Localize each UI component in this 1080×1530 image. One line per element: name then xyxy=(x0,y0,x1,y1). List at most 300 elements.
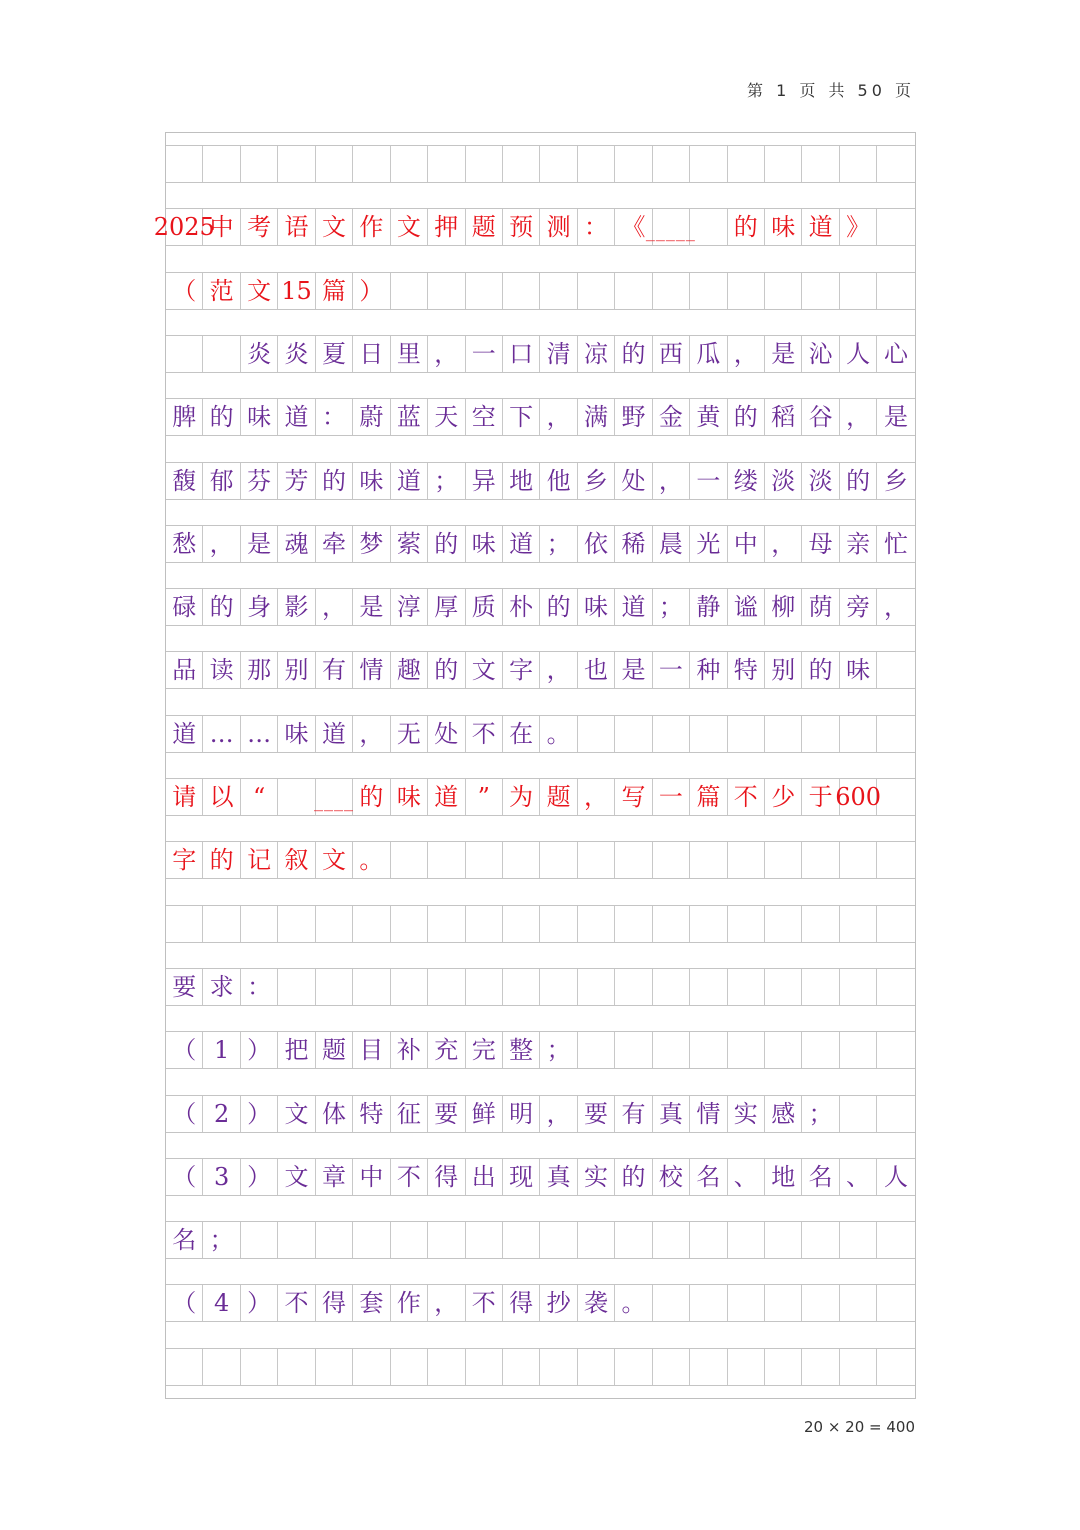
grid-cell xyxy=(615,969,652,1005)
grid-cell: 光 xyxy=(690,526,727,562)
grid-cell: … xyxy=(241,716,278,752)
grid-cell xyxy=(316,146,353,182)
grid-cell xyxy=(765,1349,802,1385)
grid-cell: ； xyxy=(653,589,690,625)
grid-cell xyxy=(877,906,914,942)
grid-cell: 缕 xyxy=(728,463,765,499)
grid-cell: 文 xyxy=(278,1159,315,1195)
grid-cell xyxy=(802,1349,839,1385)
grid-cell: 芳 xyxy=(278,463,315,499)
grid-cell: ， xyxy=(884,593,909,622)
grid-cell xyxy=(166,906,203,942)
grid-cell: 不 xyxy=(466,1285,503,1321)
grid-cell: 少 xyxy=(765,779,802,815)
grid-cell: ； xyxy=(428,463,465,499)
grid-cell: ） xyxy=(241,1096,278,1132)
grid-cell: 名 xyxy=(690,1159,727,1195)
grid-cell xyxy=(578,146,615,182)
grid-cell xyxy=(391,969,428,1005)
grid-row xyxy=(166,1031,915,1069)
grid-cell xyxy=(203,906,240,942)
grid-cell xyxy=(802,146,839,182)
grid-cell xyxy=(802,1222,839,1258)
grid-cell: 稻 xyxy=(765,399,802,435)
grid-cell xyxy=(615,906,652,942)
grid-cell: 要 xyxy=(578,1096,615,1132)
grid-cell: 字 xyxy=(166,842,203,878)
grid-cell: ： xyxy=(578,209,615,245)
grid-cell xyxy=(578,1349,615,1385)
grid-cell: 牵 xyxy=(316,526,353,562)
grid-cell: 母 xyxy=(802,526,839,562)
grid-cell: 瓜 xyxy=(690,336,727,372)
grid-cell xyxy=(278,1349,315,1385)
grid-cell xyxy=(877,1349,914,1385)
grid-cell xyxy=(391,1222,428,1258)
grid-cell xyxy=(690,842,727,878)
grid-cell: ） xyxy=(241,1159,278,1195)
grid-cell: 空 xyxy=(466,399,503,435)
grid-cell: 记 xyxy=(241,842,278,878)
grid-cell: 1 xyxy=(203,1032,240,1068)
grid-cell xyxy=(391,146,428,182)
grid-cell: 人 xyxy=(884,1162,909,1191)
grid-row xyxy=(166,715,915,753)
grid-cell xyxy=(615,1349,652,1385)
grid-cell: 沁 xyxy=(802,336,839,372)
grid-cell xyxy=(466,1349,503,1385)
grid-cell: 厚 xyxy=(428,589,465,625)
grid-cell: 语 xyxy=(278,209,315,245)
grid-cell: 目 xyxy=(353,1032,390,1068)
grid-cell: 叙 xyxy=(278,842,315,878)
grid-cell: 不 xyxy=(728,779,765,815)
grid-cell: … xyxy=(203,716,240,752)
grid-cell: ， xyxy=(428,1285,465,1321)
grid-cell xyxy=(877,716,914,752)
grid-cell: 味 xyxy=(765,209,802,245)
grid-cell: 心 xyxy=(884,339,909,368)
grid-cell: 无 xyxy=(391,716,428,752)
grid-cell xyxy=(166,336,203,372)
grid-cell xyxy=(503,969,540,1005)
grid-cell xyxy=(391,1349,428,1385)
grid-cell: 淡 xyxy=(765,463,802,499)
grid-cell: 亲 xyxy=(840,526,877,562)
grid-cell: 味 xyxy=(278,716,315,752)
grid-cell xyxy=(653,273,690,309)
grid-count-footer: 20 × 20 = 400 xyxy=(803,1418,915,1436)
grid-cell: 测 xyxy=(540,209,577,245)
grid-cell xyxy=(241,906,278,942)
grid-cell xyxy=(278,1222,315,1258)
grid-cell: 道 xyxy=(166,716,203,752)
grid-row xyxy=(166,335,915,373)
grid-cell: 为 xyxy=(503,779,540,815)
grid-cell xyxy=(241,1222,278,1258)
grid-cell: 的 xyxy=(728,209,765,245)
grid-cell: 补 xyxy=(391,1032,428,1068)
grid-cell: 鲜 xyxy=(466,1096,503,1132)
grid-cell xyxy=(728,1349,765,1385)
grid-cell xyxy=(466,969,503,1005)
grid-cell xyxy=(540,842,577,878)
grid-cell: 的 xyxy=(203,399,240,435)
grid-cell: _____ xyxy=(653,209,690,245)
grid-cell: ， xyxy=(203,526,240,562)
grid-cell xyxy=(540,1349,577,1385)
grid-cell: 真 xyxy=(540,1159,577,1195)
grid-cell: 柳 xyxy=(765,589,802,625)
grid-cell: 淳 xyxy=(391,589,428,625)
grid-cell xyxy=(765,146,802,182)
grid-cell xyxy=(840,1096,877,1132)
grid-cell xyxy=(466,146,503,182)
grid-row xyxy=(166,841,915,879)
grid-cell: 篇 xyxy=(690,779,727,815)
grid-cell: 味 xyxy=(466,526,503,562)
grid-row xyxy=(166,525,915,563)
grid-cell xyxy=(653,969,690,1005)
grid-cell: （ xyxy=(166,1285,203,1321)
grid-cell: 地 xyxy=(503,463,540,499)
grid-row xyxy=(166,588,915,626)
grid-cell: 以 xyxy=(203,779,240,815)
grid-cell: 文 xyxy=(466,652,503,688)
grid-cell: 乡 xyxy=(884,466,909,495)
grid-cell: 要 xyxy=(428,1096,465,1132)
grid-row xyxy=(166,1158,915,1196)
grid-cell: 实 xyxy=(578,1159,615,1195)
grid-cell: ， xyxy=(728,336,765,372)
grid-cell: 蓝 xyxy=(391,399,428,435)
grid-cell xyxy=(353,1222,390,1258)
grid-cell: 章 xyxy=(316,1159,353,1195)
grid-cell: 抄 xyxy=(540,1285,577,1321)
grid-cell: ” xyxy=(466,779,503,815)
grid-cell xyxy=(840,1349,877,1385)
grid-cell xyxy=(316,1222,353,1258)
grid-cell xyxy=(391,906,428,942)
grid-row xyxy=(166,651,915,689)
grid-cell xyxy=(615,716,652,752)
grid-cell xyxy=(728,906,765,942)
grid-cell: 不 xyxy=(466,716,503,752)
grid-cell: 晨 xyxy=(653,526,690,562)
grid-cell: 》 xyxy=(840,209,877,245)
grid-cell xyxy=(578,906,615,942)
grid-cell: 种 xyxy=(690,652,727,688)
grid-cell xyxy=(877,842,914,878)
grid-cell: ， xyxy=(653,463,690,499)
grid-cell xyxy=(653,716,690,752)
grid-cell xyxy=(540,273,577,309)
grid-cell xyxy=(728,716,765,752)
grid-cell xyxy=(690,273,727,309)
grid-cell: ） xyxy=(241,1285,278,1321)
grid-cell: ， xyxy=(765,526,802,562)
grid-cell xyxy=(278,906,315,942)
grid-row xyxy=(166,968,915,1006)
grid-cell xyxy=(316,1349,353,1385)
grid-cell: 明 xyxy=(503,1096,540,1132)
grid-cell: 道 xyxy=(802,209,839,245)
grid-cell: 别 xyxy=(278,652,315,688)
grid-cell: 魂 xyxy=(278,526,315,562)
grid-cell xyxy=(840,969,877,1005)
grid-cell: 得 xyxy=(428,1159,465,1195)
grid-cell xyxy=(802,842,839,878)
grid-cell: 文 xyxy=(278,1096,315,1132)
grid-cell: 不 xyxy=(391,1159,428,1195)
grid-cell: 朴 xyxy=(503,589,540,625)
grid-cell: 清 xyxy=(540,336,577,372)
grid-cell xyxy=(615,842,652,878)
grid-cell xyxy=(503,146,540,182)
grid-cell: （ xyxy=(166,1096,203,1132)
grid-cell: 文 xyxy=(241,273,278,309)
grid-cell: 道 xyxy=(428,779,465,815)
grid-cell xyxy=(615,1222,652,1258)
grid-cell xyxy=(840,1032,877,1068)
grid-cell: 读 xyxy=(203,652,240,688)
grid-cell: 的 xyxy=(203,842,240,878)
grid-cell xyxy=(840,1222,877,1258)
grid-cell: 道 xyxy=(615,589,652,625)
grid-cell: 实 xyxy=(728,1096,765,1132)
grid-cell: 充 xyxy=(428,1032,465,1068)
grid-cell xyxy=(877,209,914,245)
grid-cell: 于 xyxy=(802,779,839,815)
grid-cell: 淡 xyxy=(802,463,839,499)
grid-cell: 600 xyxy=(840,779,877,815)
grid-cell: 梦 xyxy=(353,526,390,562)
grid-cell: 道 xyxy=(278,399,315,435)
grid-cell xyxy=(241,146,278,182)
grid-cell: ） xyxy=(241,1032,278,1068)
grid-cell: 特 xyxy=(728,652,765,688)
grid-cell: 碌 xyxy=(166,589,203,625)
grid-cell xyxy=(653,1285,690,1321)
grid-cell: ， xyxy=(428,336,465,372)
grid-cell: 得 xyxy=(316,1285,353,1321)
grid-cell: 的 xyxy=(615,1159,652,1195)
grid-cell: 味 xyxy=(840,652,877,688)
grid-cell xyxy=(765,906,802,942)
grid-cell xyxy=(840,906,877,942)
grid-cell: 一 xyxy=(690,463,727,499)
grid-cell xyxy=(765,969,802,1005)
grid-cell: 满 xyxy=(578,399,615,435)
grid-cell: 荫 xyxy=(802,589,839,625)
grid-cell: 。 xyxy=(353,842,390,878)
grid-cell xyxy=(428,146,465,182)
grid-cell xyxy=(802,969,839,1005)
grid-cell: 的 xyxy=(540,589,577,625)
grid-cell: 有 xyxy=(316,652,353,688)
grid-cell: 特 xyxy=(353,1096,390,1132)
grid-cell xyxy=(353,1349,390,1385)
grid-cell xyxy=(503,1349,540,1385)
grid-cell: 求 xyxy=(203,969,240,1005)
grid-cell: 旁 xyxy=(840,589,877,625)
grid-cell: 质 xyxy=(466,589,503,625)
grid-cell: 作 xyxy=(353,209,390,245)
grid-cell xyxy=(802,716,839,752)
grid-cell: “ xyxy=(241,779,278,815)
grid-cell: 谧 xyxy=(728,589,765,625)
grid-cell: 口 xyxy=(503,336,540,372)
grid-cell xyxy=(503,842,540,878)
grid-cell xyxy=(653,1349,690,1385)
grid-row xyxy=(166,1095,915,1133)
grid-cell xyxy=(653,906,690,942)
grid-cell xyxy=(353,906,390,942)
grid-cell xyxy=(728,146,765,182)
grid-cell: 那 xyxy=(241,652,278,688)
grid-cell: 趣 xyxy=(391,652,428,688)
grid-cell: 的 xyxy=(615,336,652,372)
grid-cell xyxy=(765,842,802,878)
grid-row xyxy=(166,905,915,943)
grid-cell: 下 xyxy=(503,399,540,435)
grid-cell: 谷 xyxy=(802,399,839,435)
grid-row xyxy=(166,1221,915,1259)
grid-cell: 道 xyxy=(391,463,428,499)
grid-cell xyxy=(690,969,727,1005)
grid-cell xyxy=(690,1032,727,1068)
grid-cell: 稀 xyxy=(615,526,652,562)
grid-cell: 字 xyxy=(503,652,540,688)
grid-cell: 、 xyxy=(840,1159,877,1195)
grid-cell: 文 xyxy=(316,209,353,245)
grid-cell: 日 xyxy=(353,336,390,372)
grid-cell: 郁 xyxy=(203,463,240,499)
grid-cell xyxy=(690,716,727,752)
grid-cell: 写 xyxy=(615,779,652,815)
grid-cell xyxy=(578,1032,615,1068)
grid-cell: 真 xyxy=(653,1096,690,1132)
grid-row xyxy=(166,778,915,816)
grid-cell: 凉 xyxy=(578,336,615,372)
grid-cell: 金 xyxy=(653,399,690,435)
grid-cell xyxy=(877,1032,914,1068)
grid-cell: 天 xyxy=(428,399,465,435)
grid-cell: 是 xyxy=(615,652,652,688)
grid-cell: ， xyxy=(540,399,577,435)
grid-cell xyxy=(166,146,203,182)
grid-cell: 的 xyxy=(316,463,353,499)
grid-cell xyxy=(540,969,577,1005)
grid-cell xyxy=(728,842,765,878)
grid-cell: 中 xyxy=(203,209,240,245)
grid-cell xyxy=(466,906,503,942)
grid-cell: ， xyxy=(316,589,353,625)
grid-cell: 不 xyxy=(278,1285,315,1321)
page-number: 第 1 页 共 50 页 xyxy=(747,81,915,100)
grid-cell xyxy=(428,1222,465,1258)
grid-cell xyxy=(877,1096,914,1132)
grid-cell: ， xyxy=(540,652,577,688)
grid-cell xyxy=(466,1222,503,1258)
grid-cell: 15 xyxy=(278,273,315,309)
grid-cell xyxy=(728,969,765,1005)
grid-cell: 得 xyxy=(503,1285,540,1321)
grid-cell: 的 xyxy=(840,463,877,499)
grid-cell: 。 xyxy=(615,1285,652,1321)
grid-cell: 要 xyxy=(166,969,203,1005)
grid-cell xyxy=(503,906,540,942)
grid-cell xyxy=(765,1285,802,1321)
grid-cell: 脾 xyxy=(166,399,203,435)
grid-cell xyxy=(877,969,914,1005)
grid-cell: 现 xyxy=(503,1159,540,1195)
grid-cell: ， xyxy=(840,399,877,435)
grid-cell xyxy=(428,969,465,1005)
grid-cell xyxy=(653,842,690,878)
grid-cell: 名 xyxy=(802,1159,839,1195)
grid-cell: 2025 xyxy=(166,209,203,245)
grid-cell: 是 xyxy=(765,336,802,372)
grid-cell: 题 xyxy=(316,1032,353,1068)
grid-cell: 静 xyxy=(690,589,727,625)
grid-cell: ； xyxy=(540,526,577,562)
grid-cell: 整 xyxy=(503,1032,540,1068)
grid-cell: ； xyxy=(540,1032,577,1068)
grid-cell: ____ xyxy=(316,779,353,815)
grid-cell: 4 xyxy=(203,1285,240,1321)
grid-cell xyxy=(690,1222,727,1258)
grid-cell xyxy=(877,273,914,309)
grid-cell xyxy=(278,969,315,1005)
grid-cell xyxy=(690,146,727,182)
grid-cell xyxy=(278,779,315,815)
grid-cell: 题 xyxy=(540,779,577,815)
grid-cell xyxy=(802,906,839,942)
grid-cell: 名 xyxy=(166,1222,203,1258)
grid-cell: 人 xyxy=(840,336,877,372)
grid-cell xyxy=(316,969,353,1005)
grid-cell xyxy=(278,146,315,182)
grid-cell: 蔚 xyxy=(353,399,390,435)
grid-cell: ； xyxy=(802,1096,839,1132)
grid-cell: 的 xyxy=(353,779,390,815)
grid-cell xyxy=(877,146,914,182)
grid-cell xyxy=(578,842,615,878)
grid-cell: 情 xyxy=(690,1096,727,1132)
grid-cell xyxy=(802,1285,839,1321)
grid-row xyxy=(166,1348,915,1386)
grid-cell: 一 xyxy=(653,652,690,688)
grid-cell: 道 xyxy=(503,526,540,562)
grid-cell xyxy=(840,716,877,752)
grid-cell xyxy=(466,842,503,878)
grid-row xyxy=(166,462,915,500)
grid-cell xyxy=(653,146,690,182)
grid-cell: 作 xyxy=(391,1285,428,1321)
grid-cell: 馥 xyxy=(166,463,203,499)
grid-cell: 考 xyxy=(241,209,278,245)
grid-cell xyxy=(540,146,577,182)
grid-cell: 一 xyxy=(653,779,690,815)
grid-cell xyxy=(615,146,652,182)
grid-cell: 道 xyxy=(316,716,353,752)
grid-cell xyxy=(578,273,615,309)
grid-cell: 味 xyxy=(241,399,278,435)
grid-cell xyxy=(728,1032,765,1068)
grid-cell: 请 xyxy=(166,779,203,815)
grid-cell: 征 xyxy=(391,1096,428,1132)
